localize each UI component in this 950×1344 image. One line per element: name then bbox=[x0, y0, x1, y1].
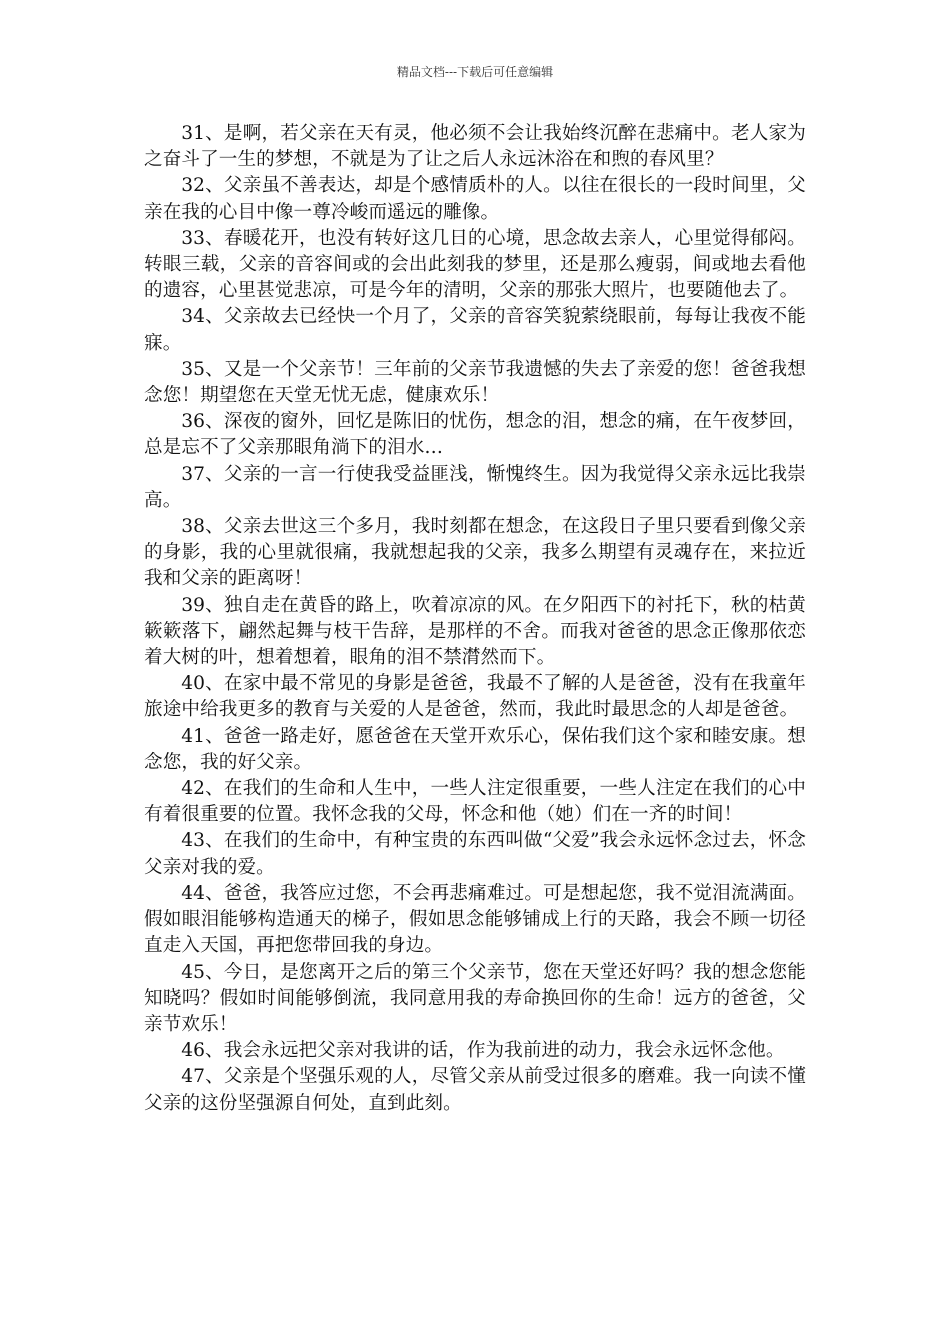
paragraph-43: 43、在我们的生命中，有种宝贵的东西叫做“父爱”我会永远怀念过去，怀念父亲对我的爱。 bbox=[144, 830, 806, 878]
paragraph-37: 37、父亲的一言一行使我受益匪浅，惭愧终生。因为我觉得父亲永远比我崇高。 bbox=[144, 463, 806, 511]
paragraph-31: 31、是啊，若父亲在天有灵，他必须不会让我始终沉醉在悲痛中。老人家为之奋斗了一生的梦想，不就是为了让之后人永远沐浴在和煦的春风里？ bbox=[144, 123, 806, 171]
paragraph-44: 44、爸爸，我答应过您，不会再悲痛难过。可是想起您，我不觉泪流满面。假如眼泪能够构造通天的梯子，假如思念能够铺成上行的天路，我会不顾一切径直走入天国，再把您带回我的身边。 bbox=[144, 882, 806, 957]
paragraph-38: 38、父亲去世这三个多月，我时刻都在想念，在这段日子里只要看到像父亲的身影，我的心里就很痛，我就想起我的父亲，我多么期望有灵魂存在，来拉近我和父亲的距离呀！ bbox=[144, 516, 806, 590]
paragraph-40: 40、在家中最不常见的身影是爸爸，我最不了解的人是爸爸，没有在我童年旅途中给我更多的教育与关爱的人是爸爸，然而，我此时最思念的人却是爸爸。 bbox=[144, 673, 806, 721]
paragraph-33: 33、春暖花开，也没有转好这几日的心境，思念故去亲人，心里觉得郁闷。转眼三载，父亲的音容间或的会出此刻我的梦里，还是那么瘦弱，间或地去看他的遗容，心里甚觉悲凉，可是今年的清明，父亲的那张大照片，也要随他去了。 bbox=[144, 227, 806, 302]
paragraph-32: 32、父亲虽不善表达，却是个感情质朴的人。以往在很长的一段时间里，父亲在我的心目中像一尊冷峻而遥远的雕像。 bbox=[144, 175, 806, 223]
paragraph-36: 36、深夜的窗外，回忆是陈旧的忧伤，想念的泪，想念的痛，在午夜梦回，总是忘不了父亲那眼角淌下的泪水… bbox=[144, 411, 806, 459]
paragraph-42: 42、在我们的生命和人生中，一些人注定很重要，一些人注定在我们的心中有着很重要的位置。我怀念我的父母，怀念和他（她）们在一齐的时间！ bbox=[144, 778, 806, 826]
paragraph-47: 47、父亲是个坚强乐观的人，尽管父亲从前受过很多的磨难。我一向读不懂父亲的这份坚强源自何处，直到此刻。 bbox=[144, 1066, 806, 1114]
paragraph-45: 45、今日，是您离开之后的第三个父亲节，您在天堂还好吗？我的想念您能知晓吗？假如时间能够倒流，我同意用我的寿命换回你的生命！远方的爸爸，父亲节欢乐！ bbox=[144, 961, 806, 1035]
document-body bbox=[144, 121, 806, 1117]
paragraph-46: 46、我会永远把父亲对我讲的话，作为我前进的动力，我会永远怀念他。 bbox=[181, 1040, 785, 1062]
paragraph-34: 34、父亲故去已经快一个月了，父亲的音容笑貌萦绕眼前，每每让我夜不能寐。 bbox=[144, 306, 806, 354]
paragraph-39: 39、独自走在黄昏的路上，吹着凉凉的风。在夕阳西下的衬托下，秋的枯黄簌簌落下，翩然起舞与枝干告辞，是那样的不舍。而我对爸爸的思念正像那依恋着大树的叶，想着想着，眼角的泪不禁潸然而下。 bbox=[144, 594, 806, 669]
paragraph-41: 41、爸爸一路走好，愿爸爸在天堂开欢乐心，保佑我们这个家和睦安康。想念您，我的好父亲。 bbox=[144, 725, 806, 773]
paragraph-35: 35、又是一个父亲节！三年前的父亲节我遗憾的失去了亲爱的您！爸爸我想念您！期望您在天堂无忧无虑，健康欢乐！ bbox=[144, 358, 806, 407]
page-header: 精品文档---下载后可任意编辑 bbox=[396, 65, 554, 79]
